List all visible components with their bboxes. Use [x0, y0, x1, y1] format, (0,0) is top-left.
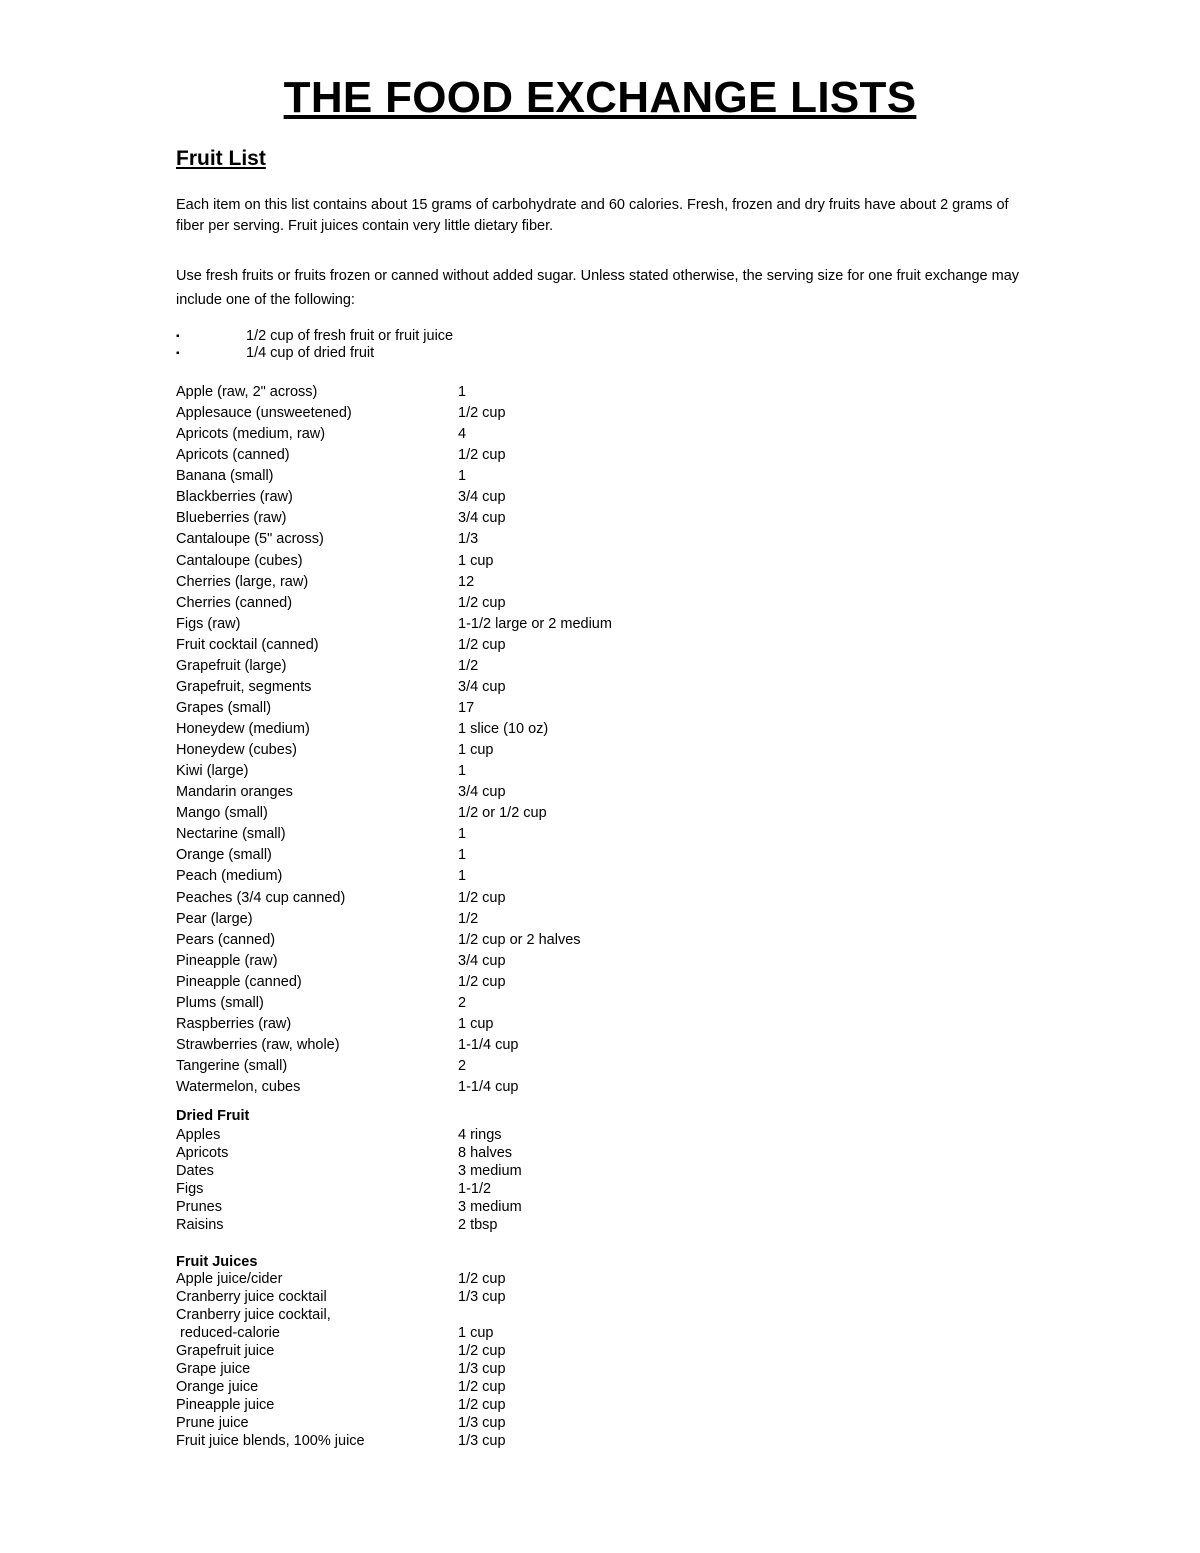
serving-size: 1 — [458, 468, 467, 485]
item-name: reduced-calorie — [176, 1325, 280, 1341]
item-name: Grapefruit (large) — [176, 657, 287, 674]
serving-size: 3/4 cup — [458, 952, 506, 969]
serving-size: 1 — [458, 763, 467, 780]
serving-paragraph: Use fresh fruits or fruits frozen or canned without added sugar. Unless stated otherwise, the serving size for one fruit exchange may include one of the following: — [176, 268, 1020, 308]
serving-size: 1 cup — [458, 1015, 494, 1032]
serving-size: 3 medium — [458, 1199, 522, 1215]
item-name: Prune juice — [176, 1415, 249, 1431]
serving-size: 1/2 cup — [458, 1397, 506, 1413]
serving-size: 4 — [458, 426, 467, 443]
item-name: Grapefruit juice — [176, 1343, 275, 1359]
bullet-text: 1/2 cup of fresh fruit or fruit juice — [246, 328, 454, 344]
serving-size: 1/3 cup — [458, 1361, 506, 1377]
serving-size: 1/2 cup — [458, 1271, 506, 1287]
item-name: Raspberries (raw) — [176, 1015, 292, 1032]
intro-paragraph: Each item on this list contains about 15 grams of carbohydrate and 60 calories. Fresh, frozen and dry fruits have about 2 grams of fiber per serving. Fruit juices contain very little dietary fiber. — [176, 197, 1009, 234]
serving-size: 3/4 cup — [458, 510, 506, 527]
item-name: Pear (large) — [176, 910, 253, 927]
item-name: Peaches (3/4 cup canned) — [176, 889, 346, 906]
item-name: Kiwi (large) — [176, 763, 249, 780]
serving-size: 1 cup — [458, 742, 494, 759]
serving-size: 4 rings — [458, 1127, 502, 1143]
item-name: Pears (canned) — [176, 931, 276, 948]
item-name: Cantaloupe (5" across) — [176, 531, 324, 548]
item-name: Banana (small) — [176, 468, 274, 485]
item-name: Prunes — [176, 1199, 222, 1215]
serving-size: 1/3 cup — [458, 1433, 506, 1449]
serving-size: 1/2 cup — [458, 447, 506, 464]
item-name: Cantaloupe (cubes) — [176, 552, 303, 569]
item-name: Blackberries (raw) — [176, 489, 293, 506]
bullet-text: 1/4 cup of dried fruit — [246, 345, 375, 361]
item-name: Dates — [176, 1163, 214, 1179]
serving-size: 1/2 — [458, 657, 479, 674]
serving-size: 1/2 cup — [458, 636, 506, 653]
serving-size: 1-1/2 large or 2 medium — [458, 615, 612, 632]
serving-size: 1/2 — [458, 910, 479, 927]
serving-size: 17 — [458, 699, 475, 716]
serving-size: 1-1/4 cup — [458, 1079, 519, 1096]
serving-size: 2 tbsp — [458, 1217, 498, 1233]
serving-size: 1 — [458, 384, 467, 400]
item-name: Cranberry juice cocktail, — [176, 1307, 331, 1323]
item-name: Cherries (large, raw) — [176, 573, 309, 590]
item-name: Apricots — [176, 1145, 229, 1161]
item-name: Fruit cocktail (canned) — [176, 636, 319, 653]
serving-size: 1/2 cup — [458, 1379, 506, 1395]
item-name: Orange juice — [176, 1379, 259, 1395]
serving-size: 1/2 cup — [458, 889, 506, 906]
item-name: Apple (raw, 2" across) — [176, 384, 318, 400]
serving-size: 1/2 cup — [458, 594, 506, 611]
item-name: Raisins — [176, 1217, 224, 1233]
dried-fruit-heading: Dried Fruit — [176, 1108, 250, 1124]
serving-size: 1 slice (10 oz) — [458, 721, 549, 737]
serving-size: 1/3 cup — [458, 1289, 506, 1305]
serving-size: 1 — [458, 868, 467, 885]
item-name: Apples — [176, 1127, 221, 1143]
item-name: Honeydew (medium) — [176, 721, 310, 737]
section-heading-fruit-list: Fruit List — [176, 147, 266, 170]
item-name: Grapefruit, segments — [176, 678, 312, 695]
serving-size: 8 halves — [458, 1145, 513, 1161]
serving-size: 1 cup — [458, 1325, 494, 1341]
item-name: Mango (small) — [176, 805, 268, 822]
item-name: Honeydew (cubes) — [176, 742, 297, 759]
document-title: THE FOOD EXCHANGE LISTS — [283, 73, 917, 122]
item-name: Pineapple juice — [176, 1397, 275, 1413]
serving-size: 1-1/2 — [458, 1181, 492, 1197]
item-name: Pineapple (canned) — [176, 973, 302, 990]
serving-size: 1/2 or 1/2 cup — [458, 805, 547, 822]
item-name: Figs — [176, 1181, 204, 1197]
item-name: Applesauce (unsweetened) — [176, 405, 352, 422]
serving-size: 3/4 cup — [458, 489, 506, 506]
item-name: Cranberry juice cocktail — [176, 1289, 327, 1305]
serving-size: 2 — [458, 994, 467, 1011]
item-name: Strawberries (raw, whole) — [176, 1036, 340, 1053]
serving-size: 2 — [458, 1058, 467, 1074]
serving-size: 1/3 — [458, 531, 479, 548]
serving-size: 1 cup — [458, 552, 494, 569]
item-name: Figs (raw) — [176, 615, 241, 632]
item-name: Nectarine (small) — [176, 826, 286, 843]
serving-size: 1-1/4 cup — [458, 1036, 519, 1053]
bullet-icon: ▪ — [176, 331, 180, 342]
serving-size: 3/4 cup — [458, 784, 506, 801]
item-name: Pineapple (raw) — [176, 952, 278, 969]
serving-size: 1/2 cup — [458, 405, 506, 422]
item-name: Tangerine (small) — [176, 1058, 288, 1074]
serving-size: 1/2 cup or 2 halves — [458, 931, 581, 948]
item-name: Cherries (canned) — [176, 594, 293, 611]
serving-size: 1/2 cup — [458, 1343, 506, 1359]
item-name: Grape juice — [176, 1361, 251, 1377]
item-name: Watermelon, cubes — [176, 1079, 301, 1096]
item-name: Plums (small) — [176, 994, 264, 1011]
item-name: Orange (small) — [176, 847, 272, 864]
item-name: Apricots (medium, raw) — [176, 426, 326, 443]
serving-size: 1/3 cup — [458, 1415, 506, 1431]
serving-size: 1 — [458, 826, 467, 843]
serving-size: 12 — [458, 573, 475, 590]
item-name: Apricots (canned) — [176, 447, 290, 464]
fruit-juices-heading: Fruit Juices — [176, 1254, 258, 1270]
item-name: Apple juice/cider — [176, 1271, 283, 1287]
serving-size: 3 medium — [458, 1163, 522, 1179]
serving-size: 1/2 cup — [458, 973, 506, 990]
serving-size: 1 — [458, 847, 467, 864]
item-name: Grapes (small) — [176, 699, 272, 716]
serving-size: 3/4 cup — [458, 678, 506, 695]
item-name: Blueberries (raw) — [176, 510, 287, 527]
item-name: Fruit juice blends, 100% juice — [176, 1433, 365, 1449]
item-name: Mandarin oranges — [176, 784, 293, 801]
item-name: Peach (medium) — [176, 868, 283, 885]
bullet-icon: ▪ — [176, 348, 180, 359]
